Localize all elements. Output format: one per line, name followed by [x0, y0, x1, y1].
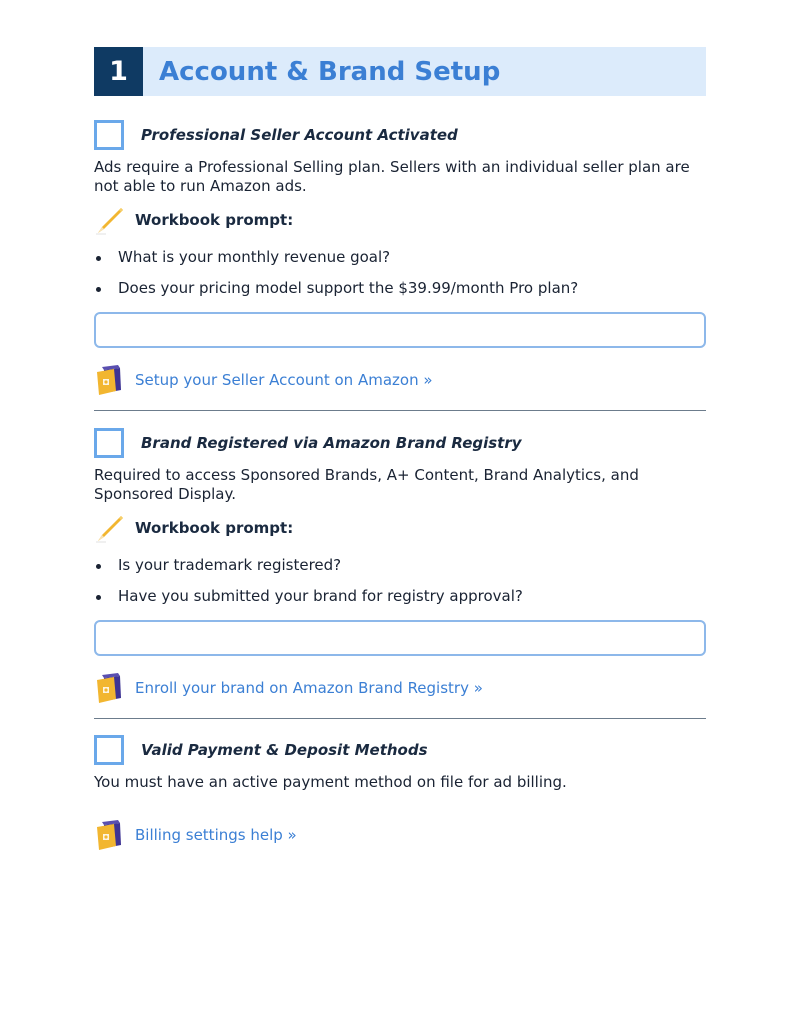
checkbox[interactable]: [94, 735, 124, 765]
book-icon: [94, 364, 126, 396]
checklist-page: [94, 47, 706, 852]
prompt-questions: [94, 242, 706, 304]
list-item: Does your pricing model support the $39.99/month Pro plan?: [94, 273, 706, 304]
divider: [94, 718, 706, 719]
resource-link[interactable]: Billing settings help »: [135, 826, 297, 844]
answer-field[interactable]: [94, 312, 706, 348]
book-icon: [94, 819, 126, 851]
checkbox[interactable]: [94, 428, 124, 458]
item-description: Ads require a Professional Selling plan. Sellers with an individual seller plan are not able to run Amazon ads.: [94, 158, 690, 195]
prompt-questions: [94, 550, 706, 612]
item-description: You must have an active payment method on file for ad billing.: [94, 773, 567, 791]
item-title: Valid Payment & Deposit Methods: [141, 741, 428, 759]
checklist-item-seller-account: [94, 120, 706, 411]
list-item: Have you submitted your brand for registry approval?: [94, 581, 706, 612]
list-item: What is your monthly revenue goal?: [94, 242, 706, 273]
list-item: Is your trademark registered?: [94, 550, 706, 581]
prompt-label: Workbook prompt:: [135, 519, 294, 537]
section-number: 1: [94, 47, 143, 96]
divider: [94, 410, 706, 411]
checklist-item-brand-registry: [94, 428, 706, 719]
book-icon: [94, 672, 126, 704]
pencil-icon: [94, 512, 126, 544]
resource-link[interactable]: Setup your Seller Account on Amazon »: [135, 371, 433, 389]
item-title: Brand Registered via Amazon Brand Registry: [141, 434, 522, 452]
answer-field[interactable]: [94, 620, 706, 656]
workbook-prompt: [94, 512, 706, 544]
item-description: Required to access Sponsored Brands, A+ Content, Brand Analytics, and Sponsored Display.: [94, 466, 639, 503]
pencil-icon: [94, 204, 126, 236]
item-title: Professional Seller Account Activated: [141, 126, 458, 144]
resource-link[interactable]: Enroll your brand on Amazon Brand Registry »: [135, 679, 483, 697]
section-header: [94, 47, 706, 96]
prompt-label: Workbook prompt:: [135, 211, 294, 229]
checkbox[interactable]: [94, 120, 124, 150]
workbook-prompt: [94, 204, 706, 236]
section-title: Account & Brand Setup: [159, 56, 501, 87]
checklist-item-payment: [94, 735, 706, 852]
